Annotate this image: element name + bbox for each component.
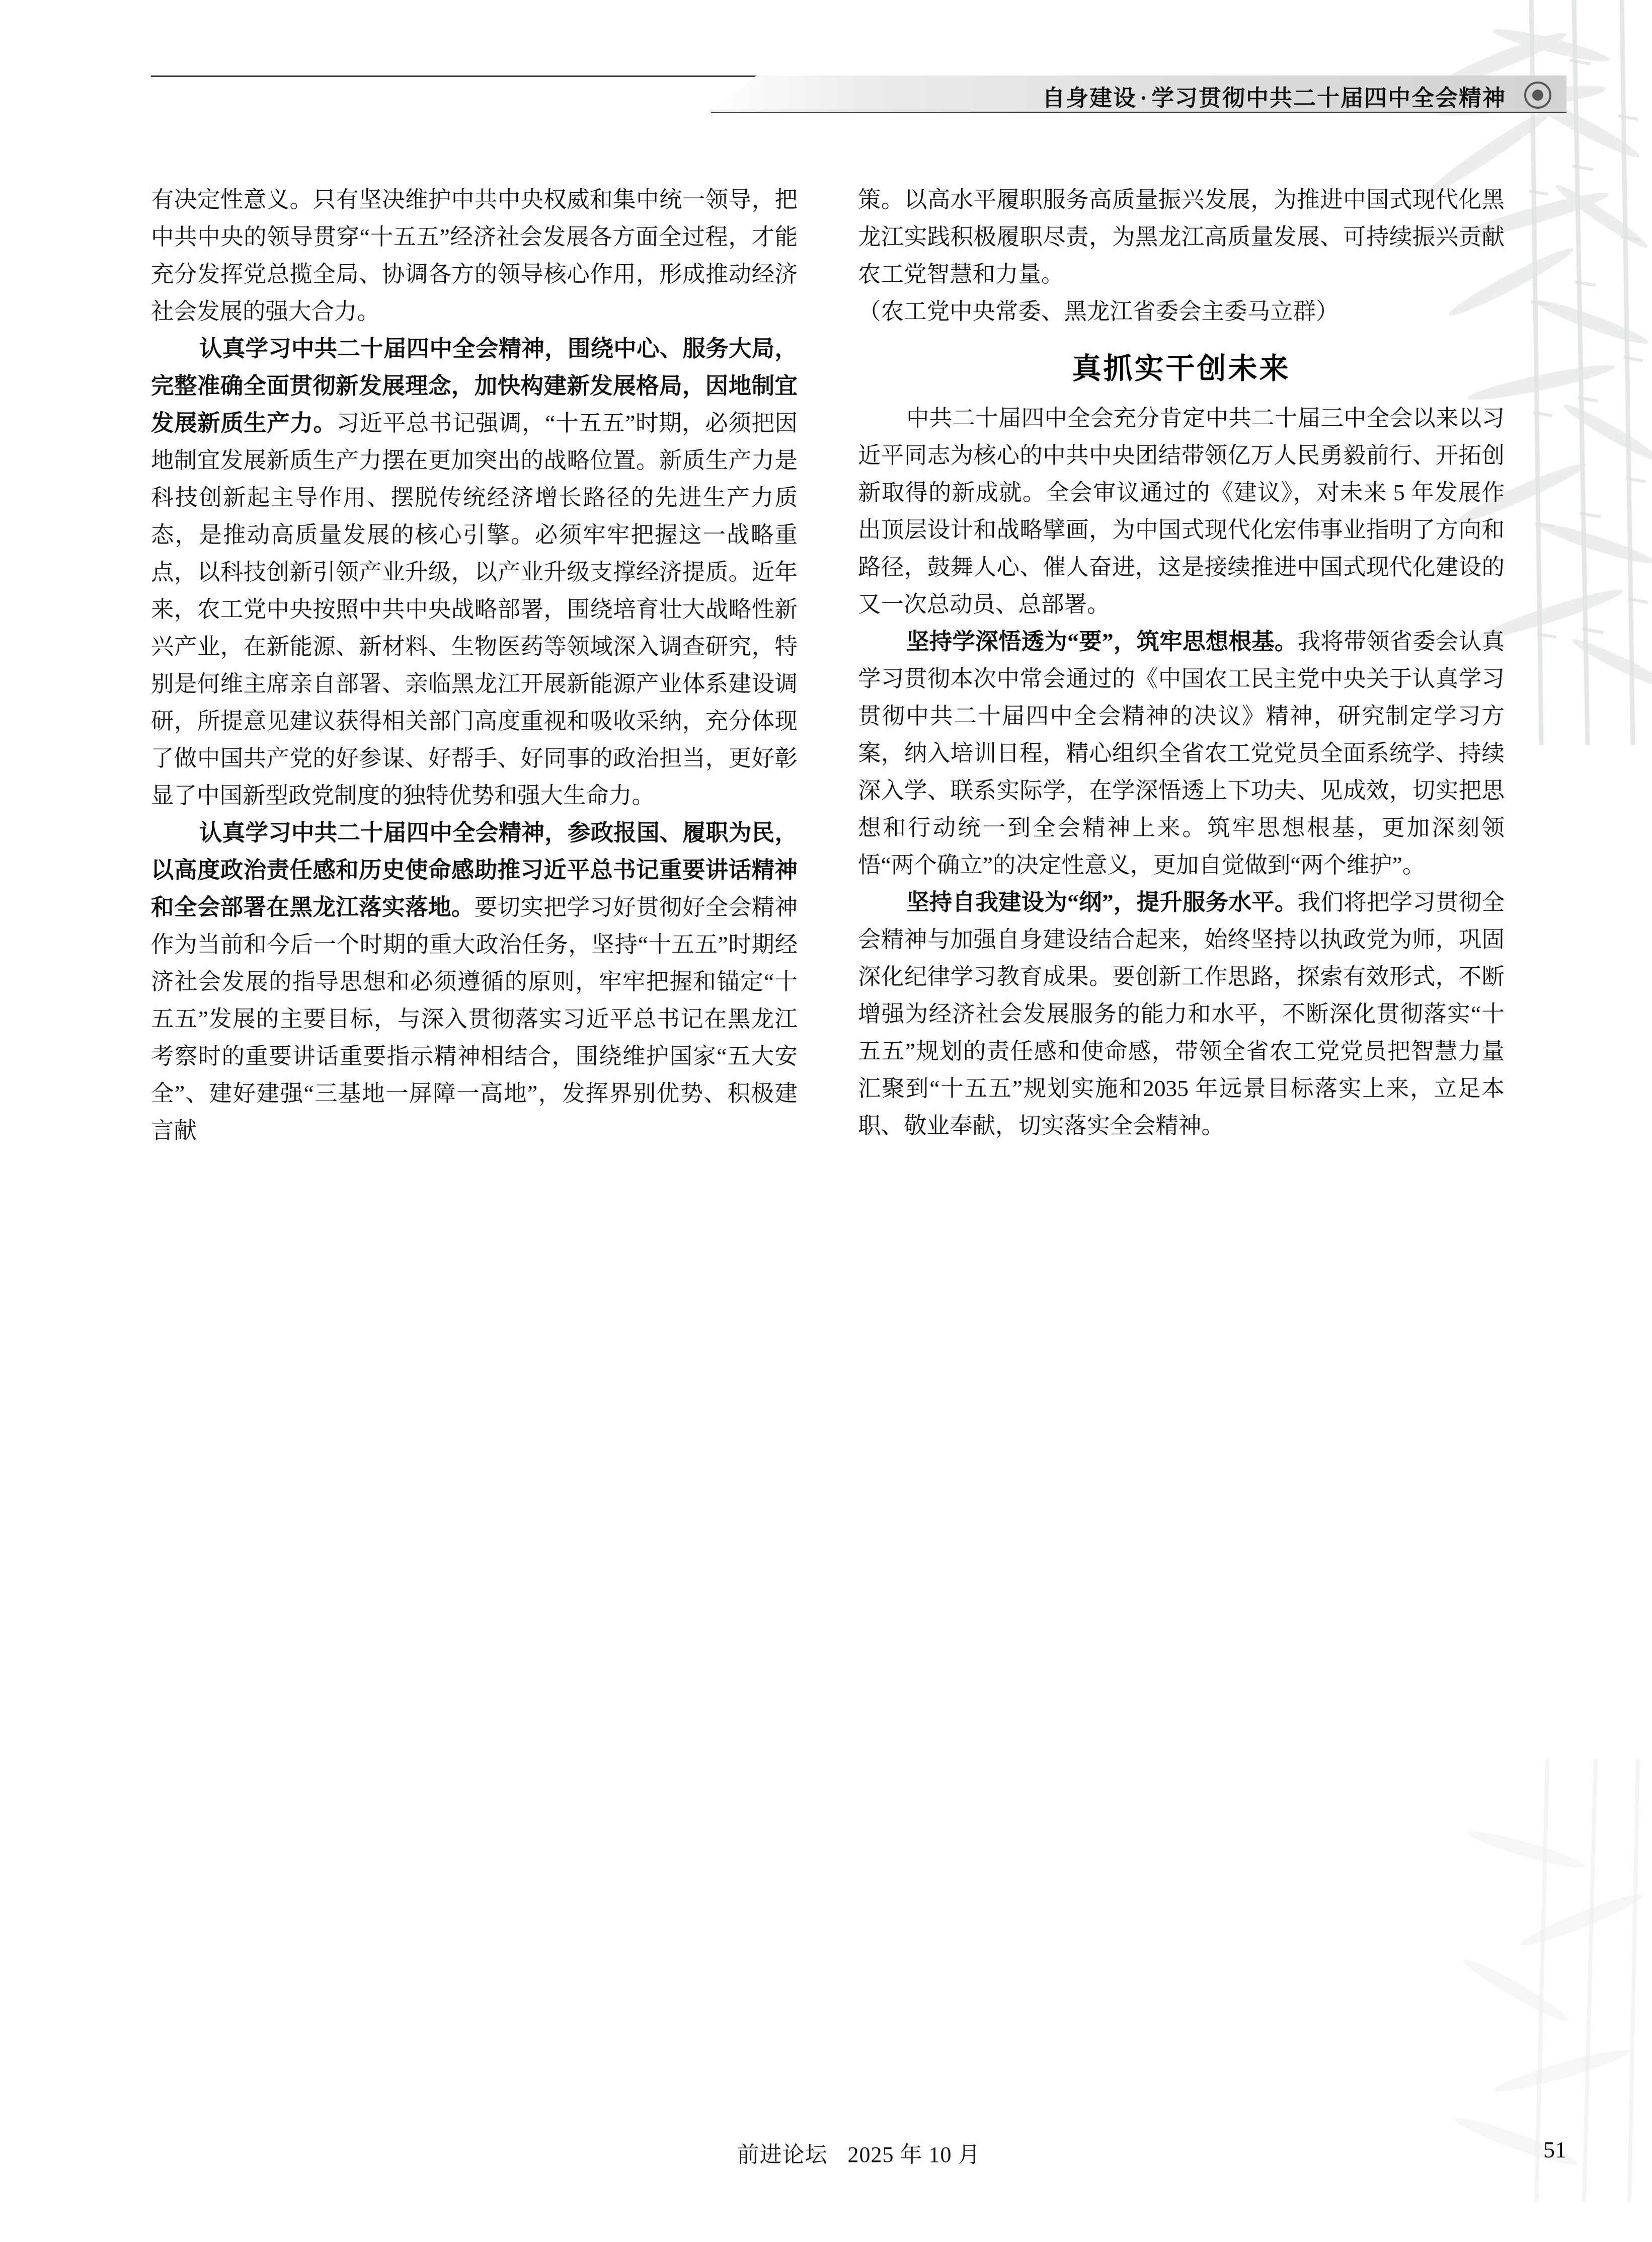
footer-publication-line [737,2136,981,2169]
paragraph-text: 我将带领省委会认真学习贯彻本次中常会通过的《中国农工民主党中央关于认真学习贯彻中共二十届四中全会精神的决议》精神，研究制定学习方案，纳入培训日程，精心组织全省农工党党员全面系统学、持续深入学、联系实际学，在学深悟透上下功夫、见成效，切实把思想和行动统一到全会精神上来。筑牢思想根基，更加深刻领悟“两个确立”的决定性意义，更加自觉做到“两个维护”。 [858,629,1505,878]
footer-publication: 前进论坛 [737,2142,828,2167]
header-title [1042,80,1506,112]
paragraph [858,181,1505,293]
paragraph-text: 策。以高水平履职服务高质量振兴发展，为推进中国式现代化黑龙江实践积极履职尽责，为黑龙江高质量发展、可持续振兴贡献农工党智慧和力量。 [858,187,1505,287]
right-column [858,181,1505,1149]
paragraph [858,884,1505,1144]
paragraph [858,400,1505,623]
paragraph [858,623,1505,884]
paragraph-text: 习近平总书记强调，“十五五”时期，必须把因地制宜发展新质生产力摆在更加突出的战略位置。新质生产力是科技创新起主导作用、摆脱传统经济增长路径的先进生产力质态，是推动高质量发展的核心引擎。必须牢牢把握这一战略重点，以科技创新引领产业升级，以产业升级支撑经济提质。近年来，农工党中央按照中共中央战略部署，围绕培育壮大战略性新兴产业，在新能源、新材料、生物医药等领域深入调查研究，特别是何维主席亲自部署、亲临黑龙江开展新能源产业体系建设调研，所提意见建议获得相关部门高度重视和吸收采纳，充分体现了做中国共产党的好参谋、好帮手、好同事的政治担当，更好彰显了中国新型政党制度的独特优势和强大生命力。 [151,410,798,808]
paragraph-text: 中共二十届四中全会充分肯定中共二十届三中全会以来以习近平同志为核心的中共中央团结带领亿万人民勇毅前行、开拓创新取得的新成就。全会审议通过的《建议》，对未来 5 年发展作出顶层设计和战略擘画，为中国式现代化宏伟事业指明了方向和路径，鼓舞人心、催人奋进，这是接续推进中国式现代化建设的又一次总动员、总部署。 [858,405,1505,617]
footer-issue: 2025 年 10 月 [847,2142,981,2167]
header-topic: 学习贯彻中共二十届四中全会精神 [1151,86,1506,111]
paragraph [151,330,798,814]
paragraph-text: 要切实把学习好贯彻好全会精神作为当前和今后一个时期的重大政治任务，坚持“十五五”时期经济社会发展的指导思想和必须遵循的原则，牢牢把握和锚定“十五五”发展的主要目标，与深入贯彻落实习近平总书记在黑龙江考察时的重要讲话重要指示精神相结合，围绕维护国家“五大安全”、建好建强“三基地一屏障一高地”，发挥界别优势、积极建言献 [151,894,798,1143]
article-columns [151,181,1505,1149]
paragraph-lead: 坚持自我建设为“纲”，提升服务水平。 [906,889,1298,915]
paragraph-text: 有决定性意义。只有坚决维护中共中央权威和集中统一领导，把中共中央的领导贯穿“十五五”经济社会发展各方面全过程，才能充分发挥党总揽全局、协调各方的领导核心作用，形成推动经济社会发展的强大合力。 [151,187,798,324]
paragraph [151,181,798,330]
paragraph [151,814,798,1149]
header-separator: · [1139,86,1148,111]
bamboo-decoration-bottom-icon [1300,1749,1652,2202]
page-header [151,75,1566,131]
section-title: 真抓实干创未来 [1072,352,1291,385]
page-number: 51 [1543,2137,1566,2162]
paragraph-lead: 认真学习中共二十届四中全会精神，参政报国、履职为民，以高度政治责任感和历史使命感助推习近平总书记重要讲话精神和全会部署在黑龙江落实落地。 [151,820,798,920]
paragraph-text: 我们将把学习贯彻全会精神与加强自身建设结合起来，始终坚持以执政党为师，巩固深化纪律学习教育成果。要创新工作思路，探索有效形式，不断增强为经济社会发展服务的能力和水平，不断深化贯彻落实“十五五”规划的责任感和使命感，带领全省农工党党员把智慧力量汇聚到“十五五”规划实施和2035 年远景目标落实上来，立足本职、敬业奉献，切实落实全会精神。 [858,889,1505,1138]
header-category: 自身建设 [1042,86,1137,111]
paragraph-lead: 坚持学深悟透为“要”，筑牢思想根基。 [906,629,1298,654]
paragraph-lead: 认真学习中共二十届四中全会精神，围绕中心、服务大局，完整准确全面贯彻新发展理念，加快构建新发展格局，因地制宜发展新质生产力。 [151,336,798,436]
left-column [151,181,798,1149]
page-footer [151,2136,1566,2172]
circle-dot-icon [1524,82,1551,109]
article-signature: （农工党中央常委、黑龙江省委会主委马立群） [858,298,1339,324]
